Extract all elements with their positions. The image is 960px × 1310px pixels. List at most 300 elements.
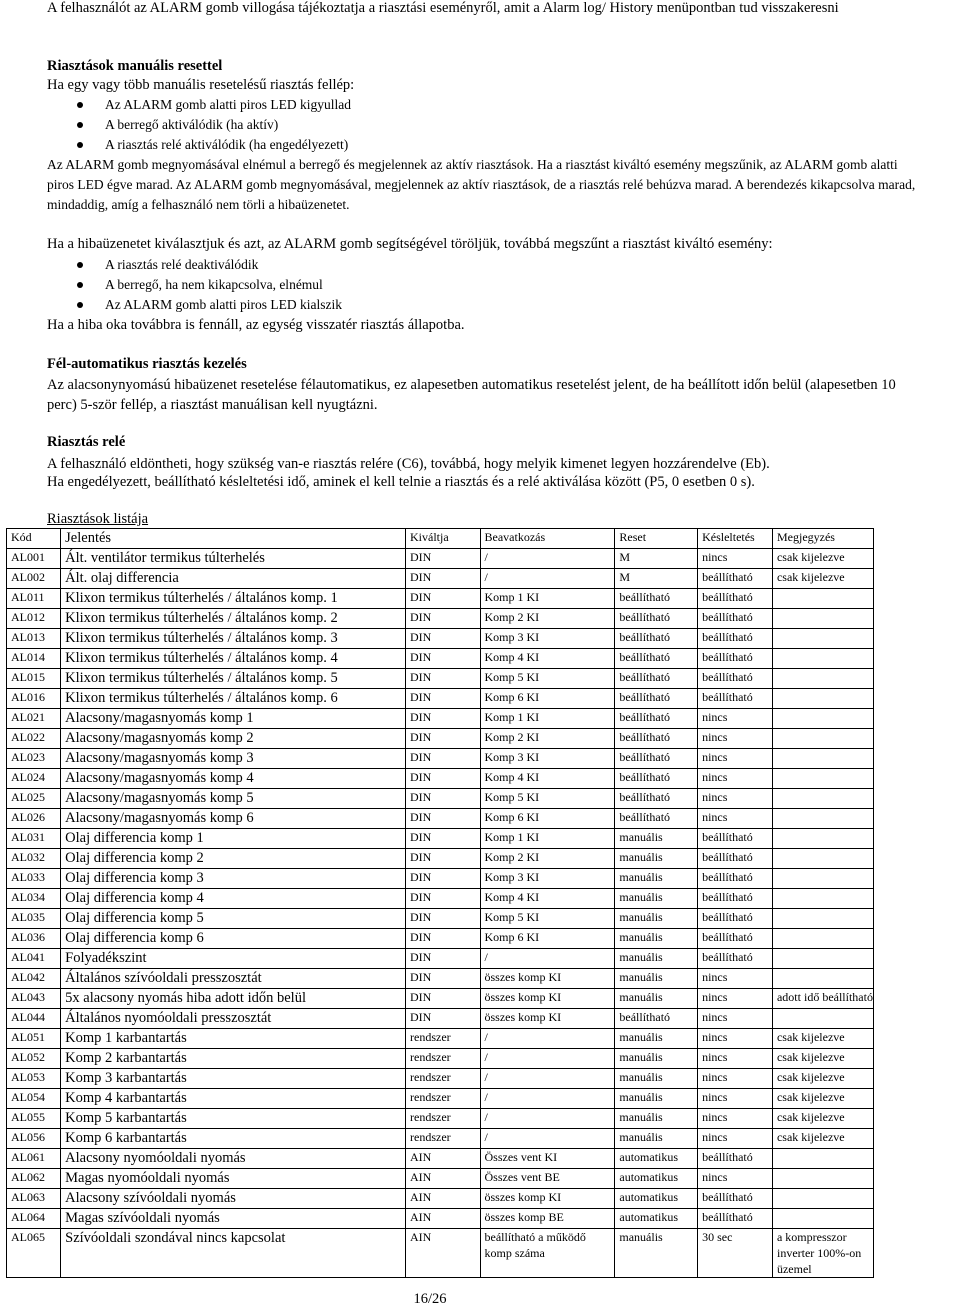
table-row bbox=[7, 889, 874, 909]
cell-meaning: Folyadékszint bbox=[61, 949, 406, 969]
cell-note bbox=[772, 1189, 873, 1209]
cell-reset: manuális bbox=[615, 1129, 698, 1149]
cell-trigger: DIN bbox=[406, 589, 481, 609]
cell-trigger: DIN bbox=[406, 669, 481, 689]
cell-action: Komp 1 KI bbox=[480, 709, 615, 729]
cell-code: AL043 bbox=[7, 989, 61, 1009]
cell-reset: beállítható bbox=[615, 769, 698, 789]
cell-trigger: DIN bbox=[406, 969, 481, 989]
table-row bbox=[7, 1049, 874, 1069]
cell-action: / bbox=[480, 1049, 615, 1069]
table-row bbox=[7, 1229, 874, 1278]
cell-action: összes komp KI bbox=[480, 969, 615, 989]
cell-trigger: rendszer bbox=[406, 1089, 481, 1109]
cell-action: Komp 2 KI bbox=[480, 609, 615, 629]
cell-action: / bbox=[480, 949, 615, 969]
cell-meaning: Magas szívóoldali nyomás bbox=[61, 1209, 406, 1229]
cell-meaning: Olaj differencia komp 2 bbox=[61, 849, 406, 869]
cell-trigger: DIN bbox=[406, 689, 481, 709]
cell-code: AL055 bbox=[7, 1109, 61, 1129]
cell-meaning: Komp 3 karbantartás bbox=[61, 1069, 406, 1089]
relay-line-2: Ha engedélyezett, beállítható késleltetési idő, aminek el kell telnie a riasztás és a relé aktiválása között (P5, 0 esetben 0 s). bbox=[47, 474, 755, 490]
cell-trigger: DIN bbox=[406, 629, 481, 649]
cell-reset: manuális bbox=[615, 1229, 698, 1278]
cell-note bbox=[772, 609, 873, 629]
cell-trigger: AIN bbox=[406, 1189, 481, 1209]
table-row bbox=[7, 869, 874, 889]
cell-delay: beállítható bbox=[698, 669, 773, 689]
cell-meaning: Alacsony/magasnyomás komp 6 bbox=[61, 809, 406, 829]
relay-line-1: A felhasználó eldöntheti, hogy szükség van-e riasztás relére (C6), továbbá, hogy melyik kimenet legyen hozzárendelve (Eb). bbox=[47, 456, 770, 472]
cell-trigger: DIN bbox=[406, 569, 481, 589]
cell-action: Komp 5 KI bbox=[480, 669, 615, 689]
cell-reset: manuális bbox=[615, 1109, 698, 1129]
cell-delay: beállítható bbox=[698, 629, 773, 649]
table-row bbox=[7, 1109, 874, 1129]
cell-delay: beállítható bbox=[698, 589, 773, 609]
cell-note bbox=[772, 949, 873, 969]
cell-action: / bbox=[480, 1089, 615, 1109]
cell-reset: manuális bbox=[615, 949, 698, 969]
cell-note bbox=[772, 729, 873, 749]
header-code: Kód bbox=[7, 529, 61, 549]
cell-note bbox=[772, 909, 873, 929]
cell-trigger: DIN bbox=[406, 989, 481, 1009]
cell-note: csak kijelezve bbox=[772, 1029, 873, 1049]
cell-reset: manuális bbox=[615, 1069, 698, 1089]
cell-reset: automatikus bbox=[615, 1149, 698, 1169]
cell-action: Komp 1 KI bbox=[480, 829, 615, 849]
cell-code: AL064 bbox=[7, 1209, 61, 1229]
cell-delay: beállítható bbox=[698, 829, 773, 849]
cell-delay: nincs bbox=[698, 1089, 773, 1109]
cell-reset: automatikus bbox=[615, 1189, 698, 1209]
cell-code: AL053 bbox=[7, 1069, 61, 1089]
cell-code: AL014 bbox=[7, 649, 61, 669]
cell-trigger: DIN bbox=[406, 829, 481, 849]
cell-trigger: AIN bbox=[406, 1209, 481, 1229]
cell-code: AL016 bbox=[7, 689, 61, 709]
cell-delay: beállítható bbox=[698, 689, 773, 709]
table-row bbox=[7, 1069, 874, 1089]
cell-action: Összes vent BE bbox=[480, 1169, 615, 1189]
cell-note bbox=[772, 1149, 873, 1169]
cell-note bbox=[772, 629, 873, 649]
list-item: Az ALARM gomb alatti piros LED kialszik bbox=[47, 295, 342, 315]
cell-trigger: rendszer bbox=[406, 1069, 481, 1089]
list-item: Az ALARM gomb alatti piros LED kigyullad bbox=[47, 95, 351, 115]
semi-auto-paragraph: Az alacsonynyomású hibaüzenet resetelése félautomatikus, ez alapesetben automatikus resetelést jelent, de ha beállított időn belül (alapesetben 10 perc) 5-ször fellép, a riasztást manuálisan kell nyugtázni. bbox=[47, 377, 896, 413]
manual-reset-lead: Ha egy vagy több manuális resetelésű riasztás fellép: bbox=[47, 77, 355, 93]
cell-trigger: DIN bbox=[406, 729, 481, 749]
cell-action: / bbox=[480, 1109, 615, 1129]
table-row bbox=[7, 1189, 874, 1209]
header-reset: Reset bbox=[615, 529, 698, 549]
cell-meaning: Általános nyomóoldali presszosztát bbox=[61, 1009, 406, 1029]
cell-action: Komp 4 KI bbox=[480, 889, 615, 909]
cell-note bbox=[772, 589, 873, 609]
cell-reset: manuális bbox=[615, 969, 698, 989]
table-row bbox=[7, 989, 874, 1009]
cell-meaning: Komp 6 karbantartás bbox=[61, 1129, 406, 1149]
cell-delay: nincs bbox=[698, 1049, 773, 1069]
cell-trigger: DIN bbox=[406, 709, 481, 729]
cell-note: a kompresszor inverter 100%-on üzemel bbox=[772, 1229, 873, 1278]
cell-meaning: Olaj differencia komp 5 bbox=[61, 909, 406, 929]
cell-code: AL061 bbox=[7, 1149, 61, 1169]
cell-reset: manuális bbox=[615, 829, 698, 849]
table-row bbox=[7, 809, 874, 829]
cell-action: Komp 4 KI bbox=[480, 769, 615, 789]
table-row bbox=[7, 829, 874, 849]
cell-code: AL065 bbox=[7, 1229, 61, 1278]
table-row bbox=[7, 749, 874, 769]
cell-delay: nincs bbox=[698, 729, 773, 749]
cell-reset: beállítható bbox=[615, 709, 698, 729]
cell-reset: beállítható bbox=[615, 809, 698, 829]
cell-code: AL021 bbox=[7, 709, 61, 729]
cell-reset: beállítható bbox=[615, 609, 698, 629]
cell-reset: beállítható bbox=[615, 629, 698, 649]
cell-meaning: Szívóoldali szondával nincs kapcsolat bbox=[61, 1229, 406, 1278]
cell-note: csak kijelezve bbox=[772, 1109, 873, 1129]
header-meaning: Jelentés bbox=[61, 529, 406, 549]
list-item: A berregő, ha nem kikapcsolva, elnémul bbox=[47, 275, 342, 295]
table-row bbox=[7, 1169, 874, 1189]
cell-meaning: Ált. ventilátor termikus túlterhelés bbox=[61, 549, 406, 569]
cell-reset: manuális bbox=[615, 849, 698, 869]
cell-action: Komp 6 KI bbox=[480, 689, 615, 709]
table-row bbox=[7, 549, 874, 569]
cell-meaning: Olaj differencia komp 1 bbox=[61, 829, 406, 849]
cell-action: / bbox=[480, 1029, 615, 1049]
cell-reset: manuális bbox=[615, 1049, 698, 1069]
cell-meaning: Alacsony/magasnyomás komp 5 bbox=[61, 789, 406, 809]
cell-note bbox=[772, 1009, 873, 1029]
cell-meaning: Olaj differencia komp 3 bbox=[61, 869, 406, 889]
table-row bbox=[7, 1129, 874, 1149]
cell-code: AL034 bbox=[7, 889, 61, 909]
cell-delay: beállítható bbox=[698, 569, 773, 589]
cell-delay: beállítható bbox=[698, 609, 773, 629]
cell-trigger: DIN bbox=[406, 809, 481, 829]
table-row bbox=[7, 1209, 874, 1229]
cell-code: AL052 bbox=[7, 1049, 61, 1069]
cell-note bbox=[772, 709, 873, 729]
cell-action: összes komp KI bbox=[480, 1189, 615, 1209]
cell-delay: nincs bbox=[698, 549, 773, 569]
cell-reset: beállítható bbox=[615, 589, 698, 609]
cell-delay: nincs bbox=[698, 1129, 773, 1149]
table-row bbox=[7, 1009, 874, 1029]
cell-note bbox=[772, 809, 873, 829]
cell-action: összes komp KI bbox=[480, 989, 615, 1009]
cell-code: AL015 bbox=[7, 669, 61, 689]
alarm-table bbox=[6, 528, 874, 1278]
table-row bbox=[7, 929, 874, 949]
cell-reset: manuális bbox=[615, 1089, 698, 1109]
table-row bbox=[7, 709, 874, 729]
cell-trigger: DIN bbox=[406, 909, 481, 929]
table-row bbox=[7, 669, 874, 689]
cell-trigger: AIN bbox=[406, 1149, 481, 1169]
table-row bbox=[7, 789, 874, 809]
cell-code: AL022 bbox=[7, 729, 61, 749]
cell-code: AL036 bbox=[7, 929, 61, 949]
cell-note: csak kijelezve bbox=[772, 569, 873, 589]
cell-trigger: AIN bbox=[406, 1169, 481, 1189]
cell-trigger: DIN bbox=[406, 889, 481, 909]
cell-meaning: Alacsony/magasnyomás komp 2 bbox=[61, 729, 406, 749]
cell-delay: nincs bbox=[698, 1109, 773, 1129]
cell-action: / bbox=[480, 549, 615, 569]
cell-code: AL044 bbox=[7, 1009, 61, 1029]
table-row bbox=[7, 629, 874, 649]
cell-meaning: Klixon termikus túlterhelés / általános komp. 6 bbox=[61, 689, 406, 709]
cell-action: Komp 1 KI bbox=[480, 589, 615, 609]
cell-meaning: Alacsony/magasnyomás komp 1 bbox=[61, 709, 406, 729]
cell-action: beállítható a működő komp száma bbox=[480, 1229, 615, 1278]
cell-code: AL012 bbox=[7, 609, 61, 629]
table-row bbox=[7, 1089, 874, 1109]
cell-code: AL042 bbox=[7, 969, 61, 989]
cell-reset: automatikus bbox=[615, 1209, 698, 1229]
cell-note: csak kijelezve bbox=[772, 1129, 873, 1149]
cell-code: AL002 bbox=[7, 569, 61, 589]
cell-trigger: DIN bbox=[406, 869, 481, 889]
cell-delay: beállítható bbox=[698, 869, 773, 889]
cell-reset: beállítható bbox=[615, 1009, 698, 1029]
table-row bbox=[7, 1149, 874, 1169]
cell-delay: beállítható bbox=[698, 889, 773, 909]
cell-note bbox=[772, 789, 873, 809]
cell-action: Komp 2 KI bbox=[480, 849, 615, 869]
cell-code: AL051 bbox=[7, 1029, 61, 1049]
manual-reset-bullets bbox=[47, 95, 351, 155]
cell-code: AL031 bbox=[7, 829, 61, 849]
cell-meaning: Alacsony/magasnyomás komp 4 bbox=[61, 769, 406, 789]
cell-note bbox=[772, 849, 873, 869]
cell-trigger: DIN bbox=[406, 1009, 481, 1029]
table-row bbox=[7, 729, 874, 749]
cell-reset: manuális bbox=[615, 1029, 698, 1049]
table-row bbox=[7, 569, 874, 589]
cell-reset: M bbox=[615, 549, 698, 569]
cell-delay: nincs bbox=[698, 1169, 773, 1189]
cell-code: AL062 bbox=[7, 1169, 61, 1189]
cell-delay: beállítható bbox=[698, 1189, 773, 1209]
cell-delay: nincs bbox=[698, 809, 773, 829]
cell-meaning: Olaj differencia komp 6 bbox=[61, 929, 406, 949]
cell-meaning: Komp 1 karbantartás bbox=[61, 1029, 406, 1049]
cell-trigger: DIN bbox=[406, 609, 481, 629]
cell-reset: beállítható bbox=[615, 649, 698, 669]
table-row bbox=[7, 1029, 874, 1049]
header-trigger: Kiváltja bbox=[406, 529, 481, 549]
cell-trigger: DIN bbox=[406, 849, 481, 869]
table-row bbox=[7, 689, 874, 709]
cell-delay: beállítható bbox=[698, 1209, 773, 1229]
cell-code: AL025 bbox=[7, 789, 61, 809]
cell-note bbox=[772, 929, 873, 949]
table-row bbox=[7, 849, 874, 869]
cell-reset: M bbox=[615, 569, 698, 589]
cell-meaning: Alacsony nyomóoldali nyomás bbox=[61, 1149, 406, 1169]
cell-action: Komp 3 KI bbox=[480, 629, 615, 649]
cell-delay: beállítható bbox=[698, 929, 773, 949]
cell-trigger: AIN bbox=[406, 1229, 481, 1278]
cell-note bbox=[772, 889, 873, 909]
cell-note bbox=[772, 669, 873, 689]
cell-trigger: rendszer bbox=[406, 1049, 481, 1069]
cell-delay: beállítható bbox=[698, 949, 773, 969]
intro-paragraph: A felhasználót az ALARM gomb villogása tájékoztatja a riasztási eseményről, amit a Alarm log/ History menüpontban tud visszakeresni bbox=[47, 0, 839, 16]
cell-note bbox=[772, 869, 873, 889]
table-row bbox=[7, 769, 874, 789]
cell-code: AL056 bbox=[7, 1129, 61, 1149]
cell-delay: beállítható bbox=[698, 849, 773, 869]
cell-meaning: Ált. olaj differencia bbox=[61, 569, 406, 589]
cell-code: AL033 bbox=[7, 869, 61, 889]
cell-note: csak kijelezve bbox=[772, 1089, 873, 1109]
cell-delay: beállítható bbox=[698, 1149, 773, 1169]
cell-note: csak kijelezve bbox=[772, 1069, 873, 1089]
cell-meaning: 5x alacsony nyomás hiba adott időn belül bbox=[61, 989, 406, 1009]
cell-meaning: Olaj differencia komp 4 bbox=[61, 889, 406, 909]
cell-code: AL024 bbox=[7, 769, 61, 789]
cell-meaning: Alacsony/magasnyomás komp 3 bbox=[61, 749, 406, 769]
cell-action: Komp 5 KI bbox=[480, 789, 615, 809]
cell-action: Komp 3 KI bbox=[480, 749, 615, 769]
cell-reset: beállítható bbox=[615, 689, 698, 709]
alarm-list-title: Riasztások listája bbox=[47, 511, 149, 527]
cell-trigger: DIN bbox=[406, 949, 481, 969]
page-number: 16/26 bbox=[413, 1291, 447, 1307]
relay-heading: Riasztás relé bbox=[47, 434, 126, 450]
list-item: A riasztás relé aktiválódik (ha engedélyezett) bbox=[47, 135, 351, 155]
cell-note bbox=[772, 749, 873, 769]
cell-code: AL041 bbox=[7, 949, 61, 969]
table-header-row bbox=[7, 529, 874, 549]
cell-delay: nincs bbox=[698, 789, 773, 809]
cell-note: adott idő beállítható bbox=[772, 989, 873, 1009]
cell-reset: automatikus bbox=[615, 1169, 698, 1189]
header-action: Beavatkozás bbox=[480, 529, 615, 549]
cell-action: Komp 4 KI bbox=[480, 649, 615, 669]
cell-trigger: DIN bbox=[406, 649, 481, 669]
cell-reset: beállítható bbox=[615, 789, 698, 809]
list-item: A riasztás relé deaktiválódik bbox=[47, 255, 342, 275]
cell-code: AL035 bbox=[7, 909, 61, 929]
cell-reset: manuális bbox=[615, 909, 698, 929]
cell-code: AL023 bbox=[7, 749, 61, 769]
cell-action: Komp 5 KI bbox=[480, 909, 615, 929]
cell-delay: nincs bbox=[698, 1029, 773, 1049]
header-note: Megjegyzés bbox=[772, 529, 873, 549]
cell-code: AL013 bbox=[7, 629, 61, 649]
cell-delay: nincs bbox=[698, 709, 773, 729]
cell-code: AL054 bbox=[7, 1089, 61, 1109]
cell-note bbox=[772, 829, 873, 849]
cell-meaning: Komp 5 karbantartás bbox=[61, 1109, 406, 1129]
cell-action: összes komp KI bbox=[480, 1009, 615, 1029]
cell-note: csak kijelezve bbox=[772, 1049, 873, 1069]
cell-delay: nincs bbox=[698, 1009, 773, 1029]
cell-trigger: rendszer bbox=[406, 1129, 481, 1149]
cell-note bbox=[772, 969, 873, 989]
manual-reset-paragraph: Az ALARM gomb megnyomásával elnémul a berregő és megjelennek az aktív riasztások. Ha a riasztást kiváltó esemény megszűnik, az ALARM gomb alatti piros LED égve marad. Az ALARM gomb megnyomásával, megjelennek az aktív riasztások, de a riasztás relé behúzva marad. A berendezés kikapcsolva marad, mindaddig, amíg a felhasználó nem törli a hibaüzenetet. bbox=[47, 157, 916, 212]
cell-code: AL011 bbox=[7, 589, 61, 609]
cell-note bbox=[772, 649, 873, 669]
cell-action: Komp 3 KI bbox=[480, 869, 615, 889]
cell-trigger: DIN bbox=[406, 789, 481, 809]
cell-delay: nincs bbox=[698, 749, 773, 769]
list-item: A berregő aktiválódik (ha aktív) bbox=[47, 115, 351, 135]
cell-reset: beállítható bbox=[615, 669, 698, 689]
cell-meaning: Komp 4 karbantartás bbox=[61, 1089, 406, 1109]
table-row bbox=[7, 909, 874, 929]
table-row bbox=[7, 609, 874, 629]
cell-trigger: rendszer bbox=[406, 1109, 481, 1129]
cell-action: / bbox=[480, 1129, 615, 1149]
cell-reset: manuális bbox=[615, 929, 698, 949]
cell-trigger: DIN bbox=[406, 749, 481, 769]
cell-reset: manuális bbox=[615, 989, 698, 1009]
manual-reset-lead2: Ha a hibaüzenetet kiválasztjuk és azt, az ALARM gomb segítségével töröljük, továbbá megszűnt a riasztást kiváltó esemény: bbox=[47, 236, 773, 252]
cell-trigger: rendszer bbox=[406, 1029, 481, 1049]
table-row bbox=[7, 589, 874, 609]
cell-action: / bbox=[480, 569, 615, 589]
cell-action: összes komp BE bbox=[480, 1209, 615, 1229]
cell-meaning: Alacsony szívóoldali nyomás bbox=[61, 1189, 406, 1209]
cell-meaning: Komp 2 karbantartás bbox=[61, 1049, 406, 1069]
cell-note: csak kijelezve bbox=[772, 549, 873, 569]
cell-code: AL063 bbox=[7, 1189, 61, 1209]
table-row bbox=[7, 949, 874, 969]
table-row bbox=[7, 969, 874, 989]
cell-reset: manuális bbox=[615, 869, 698, 889]
cell-reset: beállítható bbox=[615, 749, 698, 769]
cell-reset: beállítható bbox=[615, 729, 698, 749]
cell-note bbox=[772, 689, 873, 709]
cell-delay: nincs bbox=[698, 769, 773, 789]
cell-note bbox=[772, 1169, 873, 1189]
cell-code: AL032 bbox=[7, 849, 61, 869]
cell-reset: manuális bbox=[615, 889, 698, 909]
semi-auto-heading: Fél-automatikus riasztás kezelés bbox=[47, 356, 247, 372]
cell-note bbox=[772, 1209, 873, 1229]
clear-bullets bbox=[47, 255, 342, 315]
cell-action: Komp 6 KI bbox=[480, 809, 615, 829]
cell-action: Komp 2 KI bbox=[480, 729, 615, 749]
cell-delay: beállítható bbox=[698, 909, 773, 929]
cell-code: AL026 bbox=[7, 809, 61, 829]
header-delay: Késleltetés bbox=[698, 529, 773, 549]
cell-code: AL001 bbox=[7, 549, 61, 569]
cell-delay: 30 sec bbox=[698, 1229, 773, 1278]
cell-trigger: DIN bbox=[406, 549, 481, 569]
cell-delay: nincs bbox=[698, 969, 773, 989]
cell-action: / bbox=[480, 1069, 615, 1089]
cell-meaning: Klixon termikus túlterhelés / általános komp. 5 bbox=[61, 669, 406, 689]
cell-note bbox=[772, 769, 873, 789]
cell-meaning: Klixon termikus túlterhelés / általános komp. 2 bbox=[61, 609, 406, 629]
cell-meaning: Klixon termikus túlterhelés / általános komp. 1 bbox=[61, 589, 406, 609]
cell-delay: nincs bbox=[698, 989, 773, 1009]
cell-trigger: DIN bbox=[406, 929, 481, 949]
cell-meaning: Klixon termikus túlterhelés / általános komp. 3 bbox=[61, 629, 406, 649]
cell-action: Összes vent KI bbox=[480, 1149, 615, 1169]
